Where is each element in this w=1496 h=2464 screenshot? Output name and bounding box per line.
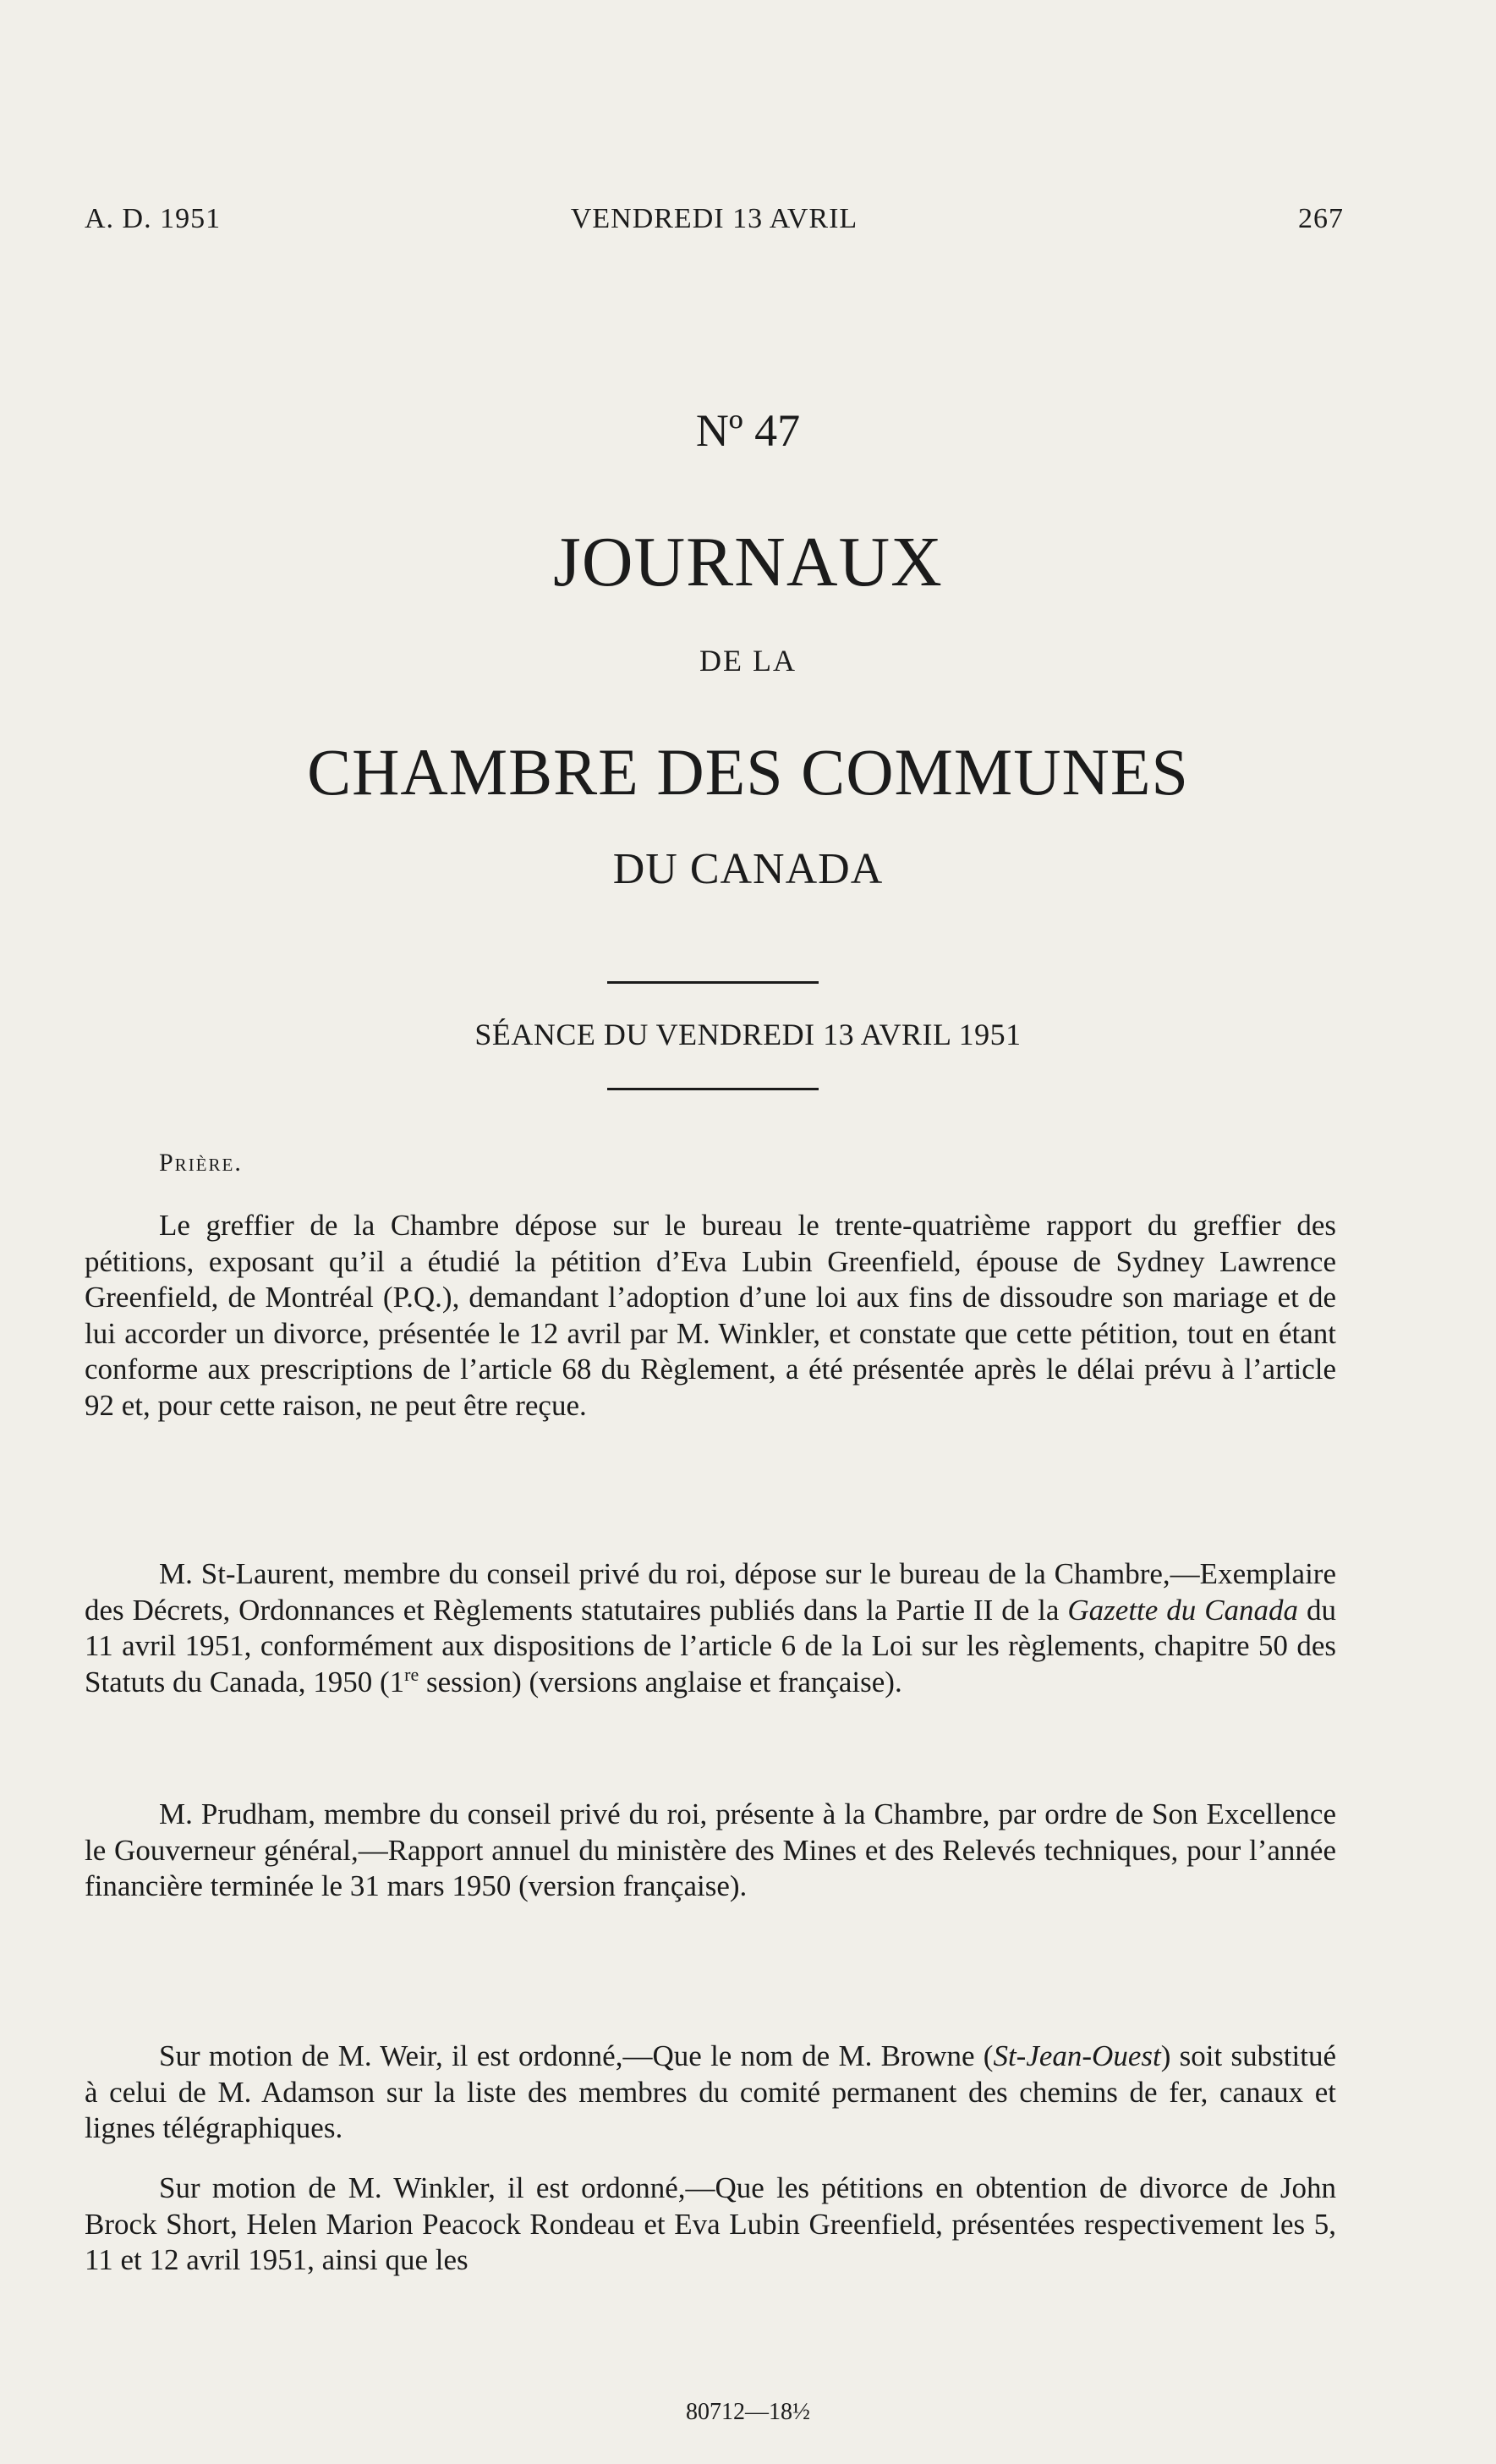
- paragraph-text: M. St-Laurent, membre du conseil privé du roi, dépose sur le bureau de la Chambre,—Exemplaire des Décrets, Ordonnances et Règlements statutaires publiés dans la Partie II de la: [85, 1557, 1336, 1627]
- paragraph-text: session) (versions anglaise et française).: [419, 1665, 902, 1698]
- divider-bottom: [607, 1088, 819, 1090]
- paragraph-petition-report: [85, 1208, 1336, 1424]
- printer-signature: 80712—18½: [686, 2399, 810, 2425]
- title-de-la: DE LA: [699, 644, 797, 678]
- riding-name: St-Jean-Ouest: [993, 2039, 1161, 2072]
- paragraph-text: ) soit substitué à celui de M. Adamson sur la liste des membres du comité permanent des chemins de fer, canaux et lignes télégraphiques.: [85, 2039, 1336, 2144]
- paragraph-text: Sur motion de M. Winkler, il est ordonné,—Que les pétitions en obtention de divorce de John Brock Short, Helen Marion Peacock Rondeau et Eva Lubin Greenfield, présentées respectivement les 5, 11 et 12 avril 1951, ainsi que les: [85, 2171, 1336, 2276]
- paragraph-text: du 11 avril 1951, conformément aux dispositions de l’article 6 de la Loi sur les règlements, chapitre 50 des Statuts du Canada, 1950 (1: [85, 1593, 1336, 1698]
- paragraph-weir-motion: [85, 2039, 1336, 2147]
- paragraph-st-laurent: [85, 1556, 1336, 1700]
- running-head-year: A. D. 1951: [85, 203, 222, 234]
- running-head: [85, 203, 1344, 235]
- paragraph-winkler-motion: [85, 2170, 1336, 2279]
- title-chambre-des-communes: CHAMBRE DES COMMUNES: [307, 735, 1189, 809]
- paragraph-text: Le greffier de la Chambre dépose sur le bureau le trente-quatrième rapport du greffier des pétitions, exposant qu’il a étudié la pétition d’Eva Lubin Greenfield, épouse de Sydney Lawrence Greenfield, de Montréal (P.Q.), demandant l’adoption d’une loi aux fins de dissoudre son mariage et de lui accorder un divorce, présentée le 12 avril par M. Winkler, et constate que cette pétition, tout en étant conforme aux prescriptions de l’article 68 du Règlement, a été présentée après le délai prévu à l’article 92 et, pour cette raison, ne peut être reçue.: [85, 1209, 1336, 1422]
- title-du-canada: DU CANADA: [612, 845, 884, 893]
- paragraph-text: M. Prudham, membre du conseil privé du roi, présente à la Chambre, par ordre de Son Excellence le Gouverneur général,—Rapport annuel du ministère des Mines et des Relevés techniques, pour l’année financière terminée le 31 mars 1950 (version française).: [85, 1797, 1336, 1902]
- paragraph-prudham: [85, 1797, 1336, 1905]
- superscript-re: re: [404, 1663, 419, 1685]
- divider-top: [607, 981, 819, 984]
- paragraph-text: Sur motion de M. Weir, il est ordonné,—Que le nom de M. Browne (: [159, 2039, 994, 2072]
- priere-label: Prière.: [159, 1149, 243, 1177]
- page-number: 267: [1298, 203, 1344, 234]
- title-journaux: JOURNAUX: [553, 523, 943, 601]
- session-heading: SÉANCE DU VENDREDI 13 AVRIL 1951: [474, 1018, 1022, 1051]
- gazette-title: Gazette du Canada: [1067, 1593, 1299, 1627]
- journal-number: Nº 47: [695, 405, 801, 456]
- running-head-date: VENDREDI 13 AVRIL: [570, 203, 858, 234]
